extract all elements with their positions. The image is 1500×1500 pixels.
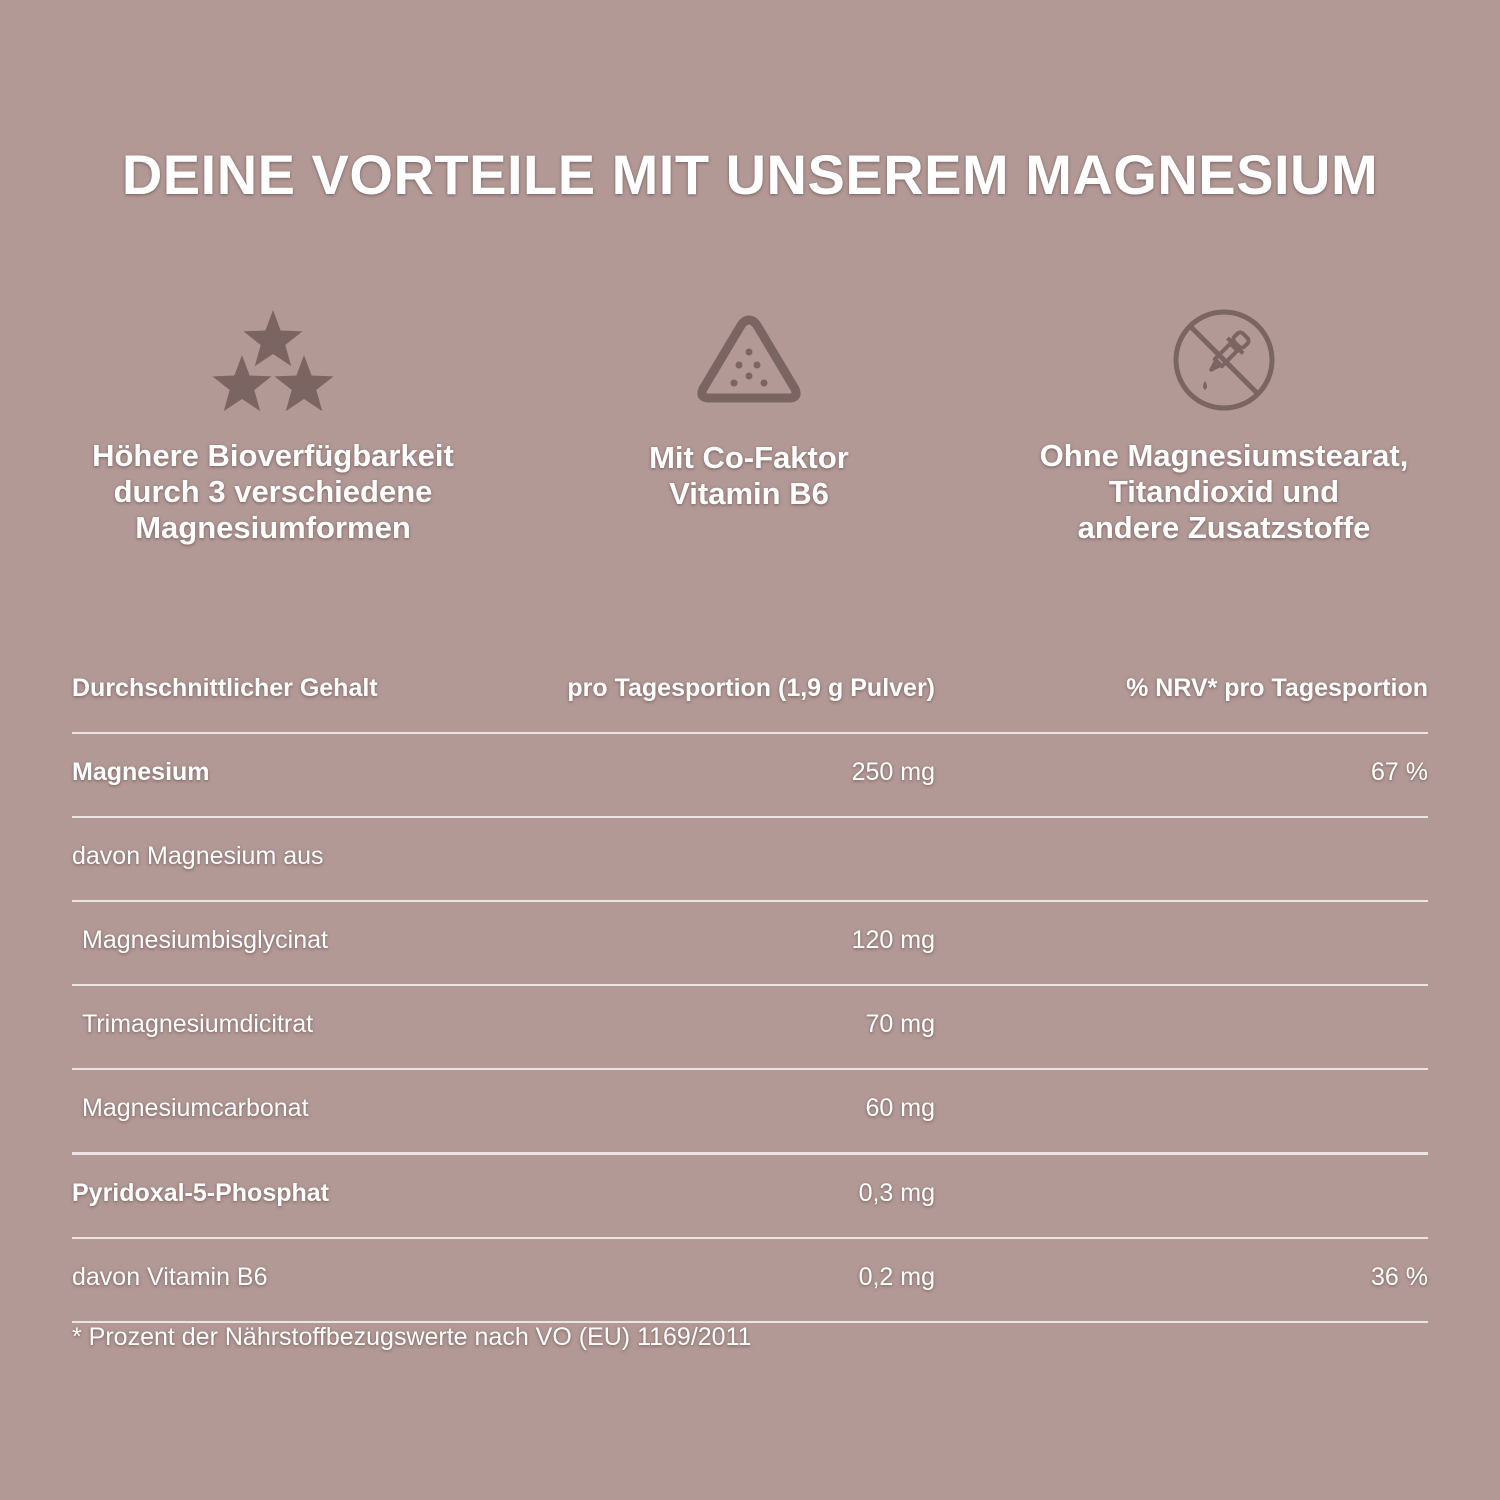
feature-no-additives bbox=[1004, 300, 1444, 546]
three-stars-icon bbox=[53, 300, 493, 420]
column-header: pro Tagesportion (1,9 g Pulver) bbox=[567, 674, 935, 702]
nutrient-name: davon Magnesium aus bbox=[72, 842, 324, 870]
nutrient-nrv: 36 % bbox=[1371, 1263, 1428, 1291]
feature-label: Ohne Magnesiumstearat, Titandioxid und andere Zusatzstoffe bbox=[1039, 438, 1409, 545]
feature-bioavailability bbox=[53, 300, 493, 546]
nutrient-name: Pyridoxal-5-Phosphat bbox=[72, 1179, 329, 1207]
nutrition-table bbox=[72, 650, 1428, 1323]
nutrient-amount: 250 mg bbox=[851, 758, 935, 786]
nutrient-amount: 0,2 mg bbox=[858, 1263, 935, 1291]
feature-label: Mit Co-Faktor Vitamin B6 bbox=[649, 440, 849, 511]
nutrient-amount: 120 mg bbox=[851, 926, 935, 954]
table-row bbox=[72, 1070, 1428, 1155]
table-row bbox=[72, 902, 1428, 986]
table-header-row bbox=[72, 650, 1428, 734]
table-row bbox=[72, 986, 1428, 1070]
nutrient-name: Trimagnesiumdicitrat bbox=[82, 1010, 314, 1038]
feature-cofactor bbox=[529, 300, 969, 512]
column-header: Durchschnittlicher Gehalt bbox=[72, 674, 378, 702]
nutrient-name: davon Vitamin B6 bbox=[72, 1263, 268, 1291]
triangle-dots-icon bbox=[529, 300, 969, 420]
footnote: * Prozent der Nährstoffbezugswerte nach VO (EU) 1169/2011 bbox=[72, 1323, 752, 1351]
no-dropper-icon bbox=[1004, 300, 1444, 420]
column-header: % NRV* pro Tagesportion bbox=[1126, 674, 1428, 702]
nutrient-name: Magnesiumcarbonat bbox=[82, 1094, 309, 1122]
nutrient-nrv: 67 % bbox=[1371, 758, 1428, 786]
nutrient-amount: 0,3 mg bbox=[858, 1179, 935, 1207]
table-row bbox=[72, 734, 1428, 818]
table-row bbox=[72, 1155, 1428, 1239]
page-title: DEINE VORTEILE MIT UNSEREM MAGNESIUM bbox=[121, 143, 1379, 206]
nutrient-name: Magnesiumbisglycinat bbox=[82, 926, 328, 954]
table-row bbox=[72, 818, 1428, 902]
nutrient-amount: 60 mg bbox=[865, 1094, 935, 1122]
nutrient-name: Magnesium bbox=[72, 758, 210, 786]
table-row bbox=[72, 1239, 1428, 1323]
nutrient-amount: 70 mg bbox=[865, 1010, 935, 1038]
feature-label: Höhere Bioverfügbarkeit durch 3 verschiedene Magnesiumformen bbox=[92, 438, 454, 545]
